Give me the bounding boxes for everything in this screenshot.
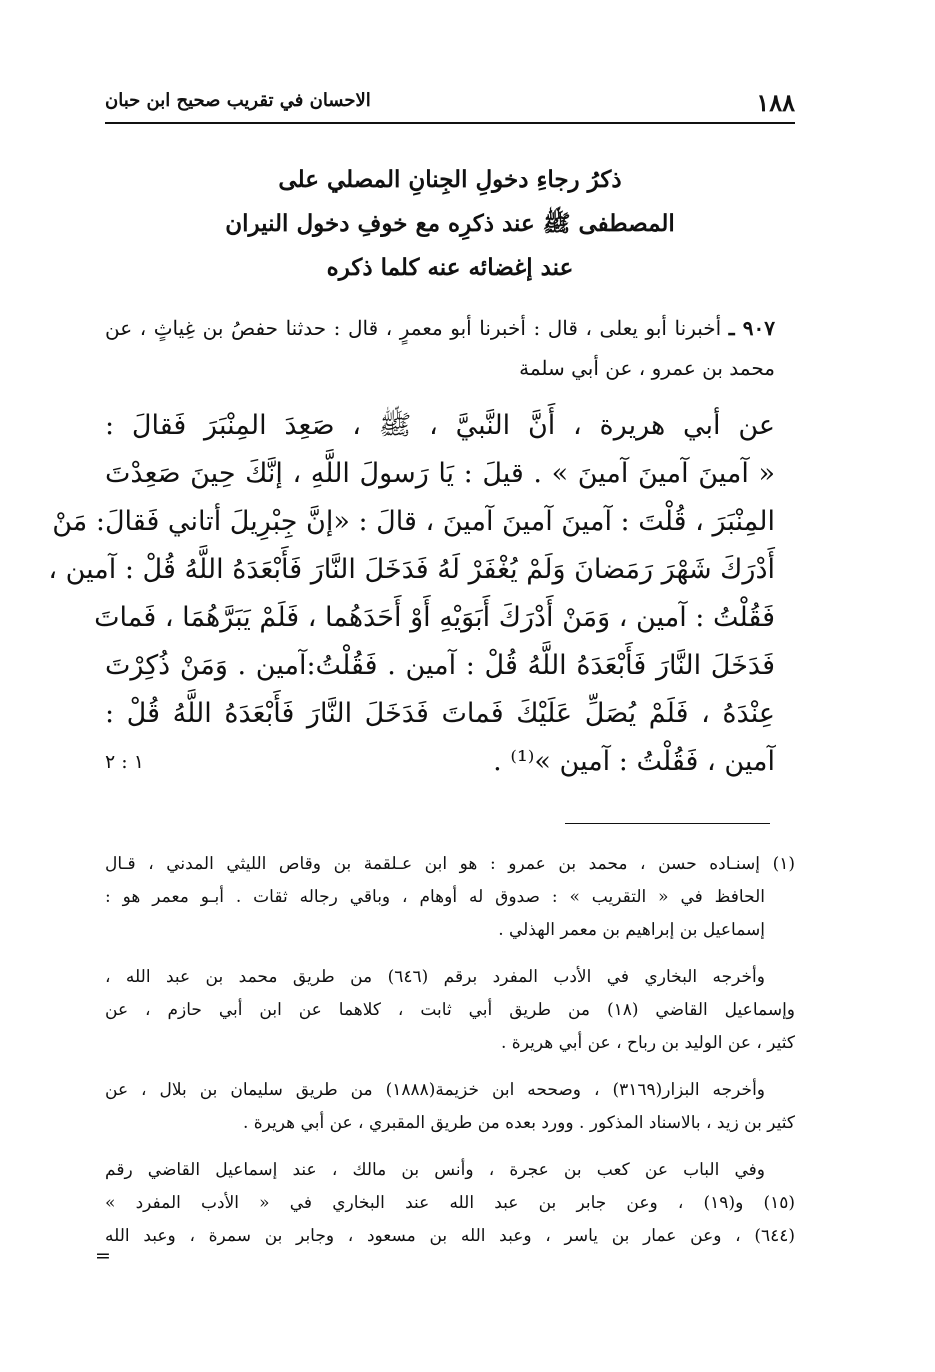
matn-line: فَقُلْتُ : آمين ، وَمَنْ أَدْرَكَ أَبَوَيْهِ أَوْ أَحَدَهُما ، فَلَمْ يَبَرَّهُمَا ، فَماتَ [94,602,775,633]
footnote-line: وأخرجه البخاري في الأدب المفرد برقم (٦٤٦) من طريق محمد بن عبد الله ، [105,967,765,987]
isnad-text: حفصُ بن غِياثٍ ، عن محمد بن عمرو ، عن أبي سلمة [105,316,775,380]
footnote-line: كثير بن زيد ، بالاسناد المذكور . وورد بعده من طريق المقبري ، عن أبي هريرة . [242,1113,795,1133]
footnote-line: (١٥) و(١٩) ، وعن جابر بن عبد الله عند البخاري في « الأدب المفرد » [105,1193,795,1213]
chapter-title-line: عند إغضائه عنه كلما ذكره [326,254,574,281]
footnote-line: وفي الباب عن كعب بن عجرة ، وأنس بن مالك ، عند إسماعيل القاضي رقم [105,1160,765,1180]
footnote-line: (١) إسنـاده حسن ، محمد بن عمرو : هو ابن عـلقمة بن وقاص الليثي المدني ، قـال [105,854,795,874]
footnote-paragraph [105,961,795,1060]
hadith-matn [48,402,775,786]
page-header [105,88,795,124]
footnote-separator [565,823,770,824]
isnad-text: أخبرنا أبو يعلى ، قال : أخبرنا أبو معمرٍ ، قال : حدثنا [285,316,722,340]
running-title: الاحسان في تقريب صحيح ابن حبان [105,90,371,111]
page-number: ١٨٨ [756,88,795,117]
hadith-isnad [105,308,775,388]
matn-line: المِنْبَرَ ، قُلْتَ : آمينَ آمينَ آمينَ ، قالَ : «إنَّ جِبْرِيلَ أتاني فَقالَ: مَنْ [52,506,775,537]
footnotes [105,848,795,1267]
footnote-paragraph [105,1074,795,1140]
footnote-1 [105,848,795,947]
continuation-mark: = [95,1245,111,1267]
footnote-line: إسماعيل بن إبراهيم بن معمر الهذلي . [498,920,765,940]
footnote-line: وأخرجه البزار(٣١٦٩) ، وصححه ابن خزيمة(١٨٨٨) من طريق سليمان بن بلال ، عن [105,1080,766,1100]
matn-line [105,738,775,786]
chapter-title-line: ذكرُ رجاءِ دخولِ الجِنانِ المصلي على [278,166,622,193]
footnote-paragraph [105,1154,795,1253]
matn-line: أَدْرَكَ شَهْرَ رَمَضانَ وَلَمْ يُغْفَرْ لَهُ فَدَخَلَ النَّارَ فَأَبْعَدَهُ اللَّهُ قُلْ : آمين ، [48,554,775,585]
volume-reference: ١ : ٢ [105,751,144,773]
matn-line: عِنْدَهُ ، فَلَمْ يُصَلِّ عَلَيْكَ فَماتَ فَدَخَلَ النَّارَ فَأَبْعَدَهُ اللَّهُ قُلْ : [105,698,775,729]
footnote-line: كثير ، عن الوليد بن رباح ، عن أبي هريرة . [501,1033,795,1053]
footnote-line: (٦٤٤) ، وعن عمار بن ياسر ، وعبد الله بن مسعود ، وجابر بن سمرة ، وعبد الله [105,1226,795,1246]
footnote-line: وإسماعيل القاضي (١٨) من طريق أبي ثابت ، كلاهما عن ابن أبي حازم ، عن [105,1000,795,1020]
matn-line-text: آمين ، فَقُلْتُ : آمين »⁽¹⁾ . [493,746,775,777]
chapter-title [105,158,795,290]
matn-line: فَدَخَلَ النَّارَ فَأَبْعَدَهُ اللَّهُ قُلْ : آمين . فَقُلْتُ:آمين . وَمَنْ ذُكِرْتَ [105,650,775,681]
chapter-title-line: المصطفى ﷺ عند ذكرِه مع خوفِ دخول النيران [225,210,675,237]
matn-line: « آمينَ آمينَ آمينَ » . قيلَ : يَا رَسولَ اللَّهِ ، إنَّكَ حِينَ صَعِدْتَ [105,458,775,489]
footnote-line: الحافظ في « التقريب » : صدوق له أوهام ، وباقي رجاله ثقات . أبـو معمر هو : [105,887,765,907]
matn-line: عن أبي هريرة ، أَنَّ النَّبيَّ ، ﷺ ، صَعِدَ المِنْبَرَ فَقالَ : [105,410,775,441]
hadith-number: ٩٠٧ ـ [728,316,776,340]
